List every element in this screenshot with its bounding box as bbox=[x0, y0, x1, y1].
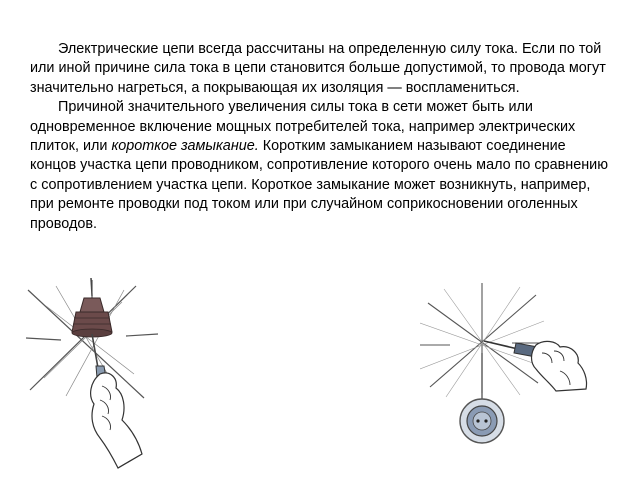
paragraph-2-end: Коротким замыканием называют соединение концов участка цепи проводником, сопротивление которого очень мало по сравнению с сопротивлением участка цепи. Короткое замыкание может возникнуть, например, при ремонте проводки под током или при случайном соприкосновении оголенных проводов. bbox=[30, 138, 608, 232]
body-text bbox=[30, 40, 615, 234]
paragraph-2-start: Причиной значительного увеличения силы тока в сети может быть или одновременное включение мощных потребителей тока, например электрических плиток, или bbox=[30, 99, 576, 155]
paragraph-overload bbox=[30, 40, 615, 98]
hand-touching-lamp-socket-with-sparks-icon bbox=[26, 278, 176, 470]
hand-touching-wall-outlet-with-sparks-icon bbox=[420, 283, 590, 463]
term-short-circuit: короткое замыкание. bbox=[111, 138, 259, 155]
paragraph-short-circuit bbox=[30, 98, 615, 234]
paragraph-1-text: Электрические цепи всегда рассчитаны на определенную силу тока. Если по той или иной причине сила тока в цепи становится больше допустимой, то провода могут значительно нагреться, а покрывающая их изоляция — воспламениться. bbox=[30, 41, 606, 96]
